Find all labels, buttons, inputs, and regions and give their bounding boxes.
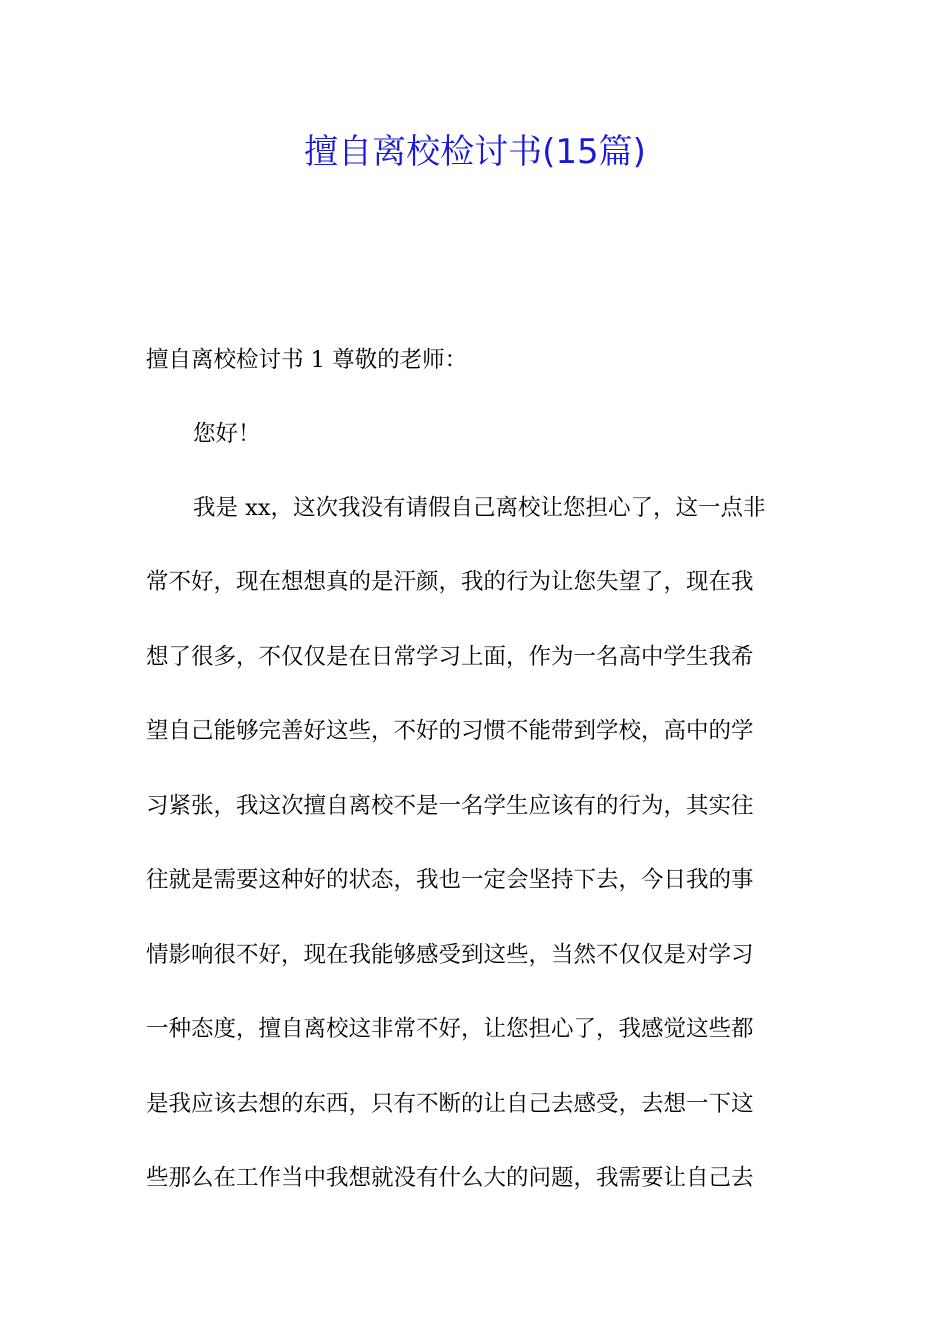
paragraph-line: 些那么在工作当中我想就没有什么大的问题，我需要让自己去 [146,1165,754,1191]
document-title: 擅自离校检讨书(15篇) [304,132,646,172]
greeting-line: 您好！ [193,421,261,447]
paragraph-line: 往就是需要这种好的状态，我也一定会坚持下去，今日我的事 [146,867,754,893]
paragraph-line: 习紧张，我这次擅自离校不是一名学生应该有的行为，其实往 [146,793,754,819]
paragraph-line: 我是 xx，这次我没有请假自己离校让您担心了，这一点非 [193,495,766,521]
paragraph-line: 常不好，现在想想真的是汗颜，我的行为让您失望了，现在我 [146,569,754,595]
paragraph-line: 情影响很不好，现在我能够感受到这些，当然不仅仅是对学习 [146,942,754,968]
paragraph-line: 想了很多，不仅仅是在日常学习上面，作为一名高中学生我希 [146,644,754,670]
paragraph-line: 望自己能够完善好这些，不好的习惯不能带到学校，高中的学 [146,718,754,744]
paragraph-line: 一种态度，擅自离校这非常不好，让您担心了，我感觉这些都 [146,1016,754,1042]
paragraph-line: 是我应该去想的东西，只有不断的让自己去感受，去想一下这 [146,1091,754,1117]
salutation-line: 擅自离校检讨书 1 尊敬的老师： [146,347,468,373]
